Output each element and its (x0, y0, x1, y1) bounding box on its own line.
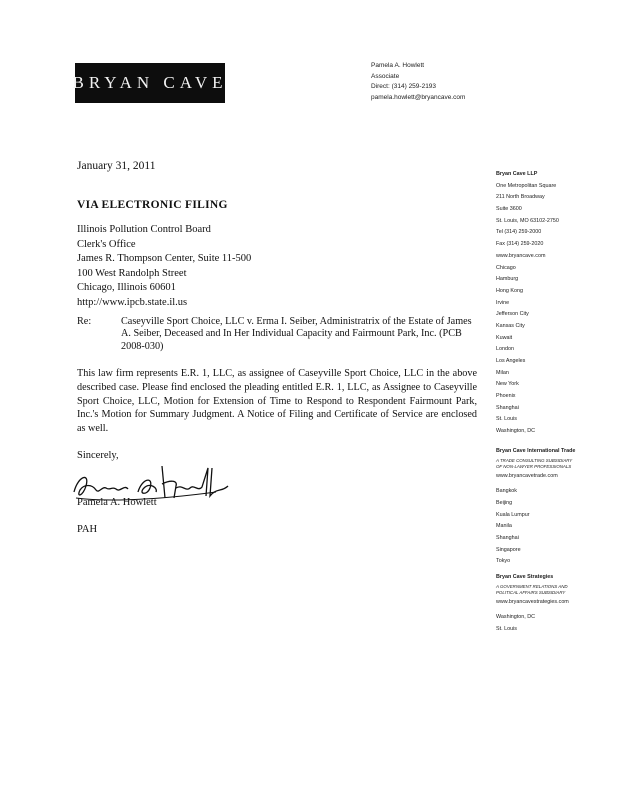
recipient-line: Chicago, Illinois 60601 (77, 282, 176, 294)
office-item: Chicago (496, 264, 516, 271)
office-item: Kuwait (496, 334, 513, 341)
sender-title: Associate (371, 72, 400, 80)
firm-tel: Tel (314) 259-2000 (496, 229, 542, 236)
firm-logo: BRYAN CAVE (75, 63, 225, 103)
delivery-method: VIA ELECTRONIC FILING (77, 199, 228, 211)
firm-address-line: Suite 3600 (496, 206, 522, 213)
recipient-line: 100 West Randolph Street (77, 267, 187, 279)
firm-name: Bryan Cave LLP (496, 171, 538, 177)
intl-trade-tagline: A TRADE CONSULTING SUBSIDIARY (496, 457, 573, 463)
signer-name: Pamela A. Howlett (77, 497, 157, 508)
office-item: Hamburg (496, 276, 519, 283)
signer-initials: PAH (77, 524, 98, 535)
intl-office-item: Beijing (496, 499, 513, 506)
intl-trade-website: www.bryancavetrade.com (496, 472, 558, 479)
re-text: Caseyville Sport Choice, LLC v. Erma I. Seiber, Administratrix of the Estate of James A. Seiber, Deceased and In Her Individual Capacity and Fairmount Park, Inc. (PCB 2008-030) (121, 316, 472, 352)
letter-body: This law firm represents E.R. 1, LLC, as assignee of Caseyville Sport Choice, LLC in the above described case. Please find enclosed the pleading entitled E.R. 1, LLC, as Assignee to Caseyville Sport Choice, LLC, Motion for Extension of Time to Respond to Respondent Fairmount Park, Inc.'s Motion for Summary Judgment. A Notice of Filing and Certificate of Service are enclosed as well. (77, 368, 477, 435)
re-label: Re: (77, 316, 92, 327)
strategies-website: www.bryancavestrategies.com (496, 598, 569, 605)
letter-date: January 31, 2011 (77, 160, 156, 172)
strategies-tagline: A GOVERNMENT RELATIONS AND (496, 583, 568, 589)
office-item: St. Louis (496, 416, 517, 423)
office-item: Irvine (496, 299, 510, 306)
strategies-office-item: Washington, DC (496, 614, 536, 621)
intl-office-item: Bangkok (496, 488, 517, 495)
intl-office-item: Manila (496, 523, 512, 530)
intl-office-item: Shanghai (496, 534, 519, 541)
recipient-line: Illinois Pollution Control Board (77, 224, 211, 235)
office-item: New York (496, 381, 519, 388)
strategies-office-item: St. Louis (496, 626, 517, 633)
sender-email: pamela.howlett@bryancave.com (371, 93, 466, 101)
office-item: Los Angeles (496, 358, 526, 364)
firm-address-line: One Metropolitan Square (496, 182, 557, 189)
intl-trade-name: Bryan Cave International Trade (496, 447, 576, 454)
strategies-tagline: POLITICAL AFFAIRS SUBSIDIARY (496, 590, 566, 596)
intl-office-item: Singapore (496, 546, 521, 553)
office-item: Hong Kong (496, 287, 523, 294)
recipient-line: Clerk's Office (77, 238, 136, 250)
office-item: Shanghai (496, 404, 519, 411)
strategies-name: Bryan Cave Strategies (496, 574, 554, 580)
intl-trade-tagline: OF NON-LAWYER PROFESSIONALS (496, 464, 572, 469)
firm-address-line: 211 North Broadway (496, 194, 545, 201)
sender-direct: Direct: (314) 259-2193 (371, 83, 437, 90)
recipient-url: http://www.ipcb.state.il.us (77, 296, 188, 308)
office-item: Phoenix (496, 393, 516, 400)
recipient-line: James R. Thompson Center, Suite 11-500 (77, 253, 252, 265)
firm-address-line: St. Louis, MO 63102-2750 (496, 217, 559, 224)
firm-website: www.bryancave.com (496, 252, 546, 259)
office-item: Milan (496, 369, 509, 376)
office-item: Washington, DC (496, 428, 536, 435)
closing: Sincerely, (77, 450, 119, 461)
firm-sidebar (496, 169, 620, 636)
office-item: London (496, 346, 514, 353)
firm-fax: Fax (314) 259-2020 (496, 241, 544, 248)
recipient-address (77, 223, 251, 311)
sender-block (371, 61, 465, 103)
re-block (77, 316, 477, 353)
intl-office-item: Kuala Lumpur (496, 511, 530, 518)
office-item: Jefferson City (496, 311, 529, 318)
office-item: Kansas City (496, 322, 525, 329)
intl-office-item: Tokyo (496, 558, 511, 565)
sender-name: Pamela A. Howlett (371, 62, 425, 69)
